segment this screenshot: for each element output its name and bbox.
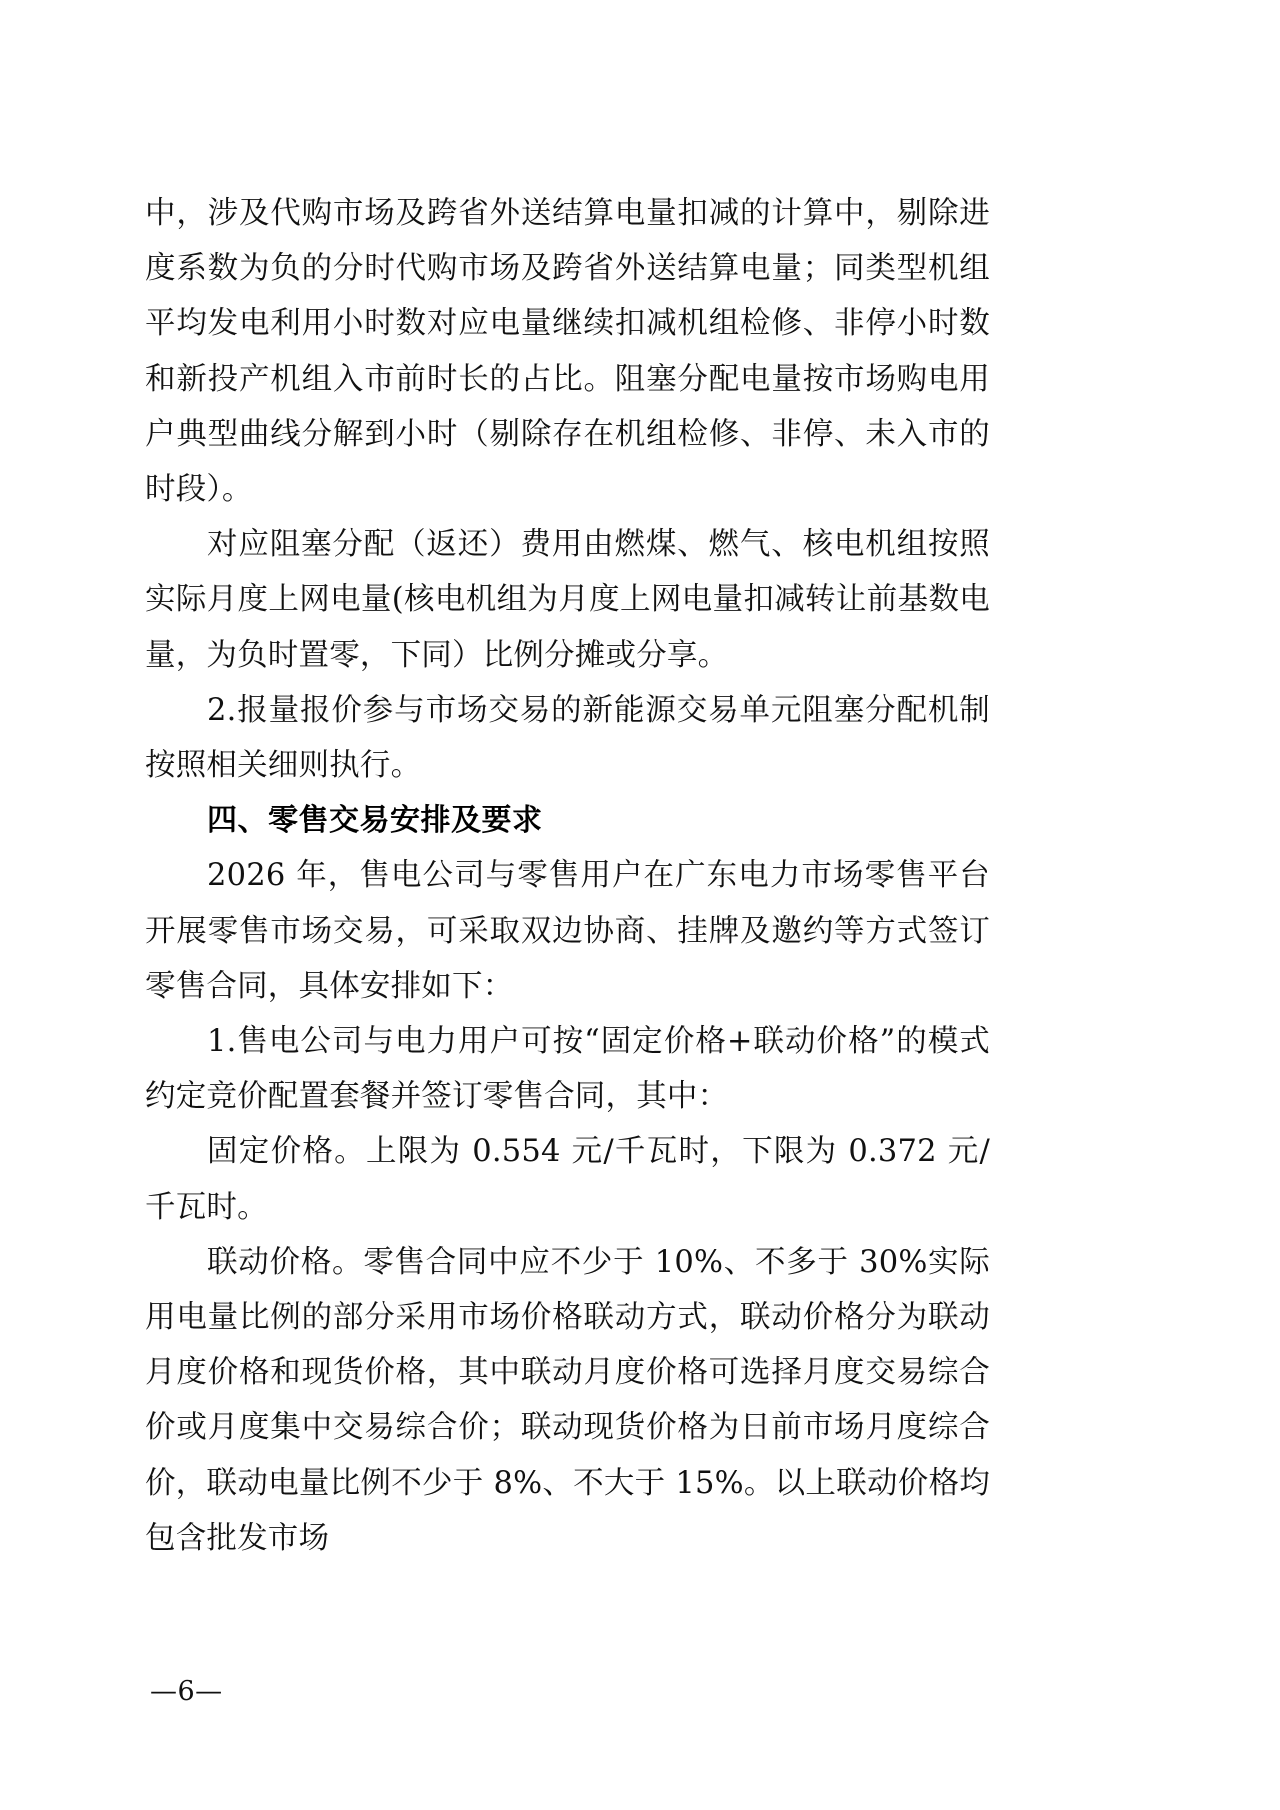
section-heading-retail-trading: 四、零售交易安排及要求 xyxy=(207,803,543,839)
paragraph-linkage-price: 联动价格。零售合同中应不少于 10%、不多于 30%实际用电量比例的部分采用市场价格联动方式，联动价格分为联动月度价格和现货价格，其中联动月度价格可选择月度交易综合价或月度集中交易综合价；联动现货价格为日前市场月度综合价，联动电量比例不少于 8%、不大于 15%。以上联动价格均包含批发市场 xyxy=(145,1244,990,1556)
paragraph-congestion-allocation-fee: 对应阻塞分配（返还）费用由燃煤、燃气、核电机组按照实际月度上网电量(核电机组为月度上网电量扣减转让前基数电量，为负时置零，下同）比例分摊或分享。 xyxy=(145,527,990,673)
page-number: —6— xyxy=(150,1676,223,1707)
document-text-body xyxy=(145,186,990,1566)
paragraph-item-2-new-energy: 2.报量报价参与市场交易的新能源交易单元阻塞分配机制按照相关细则执行。 xyxy=(145,692,990,784)
paragraph-continuation: 中，涉及代购市场及跨省外送结算电量扣减的计算中，剔除进度系数为负的分时代购市场及跨省外送结算电量；同类型机组平均发电利用小时数对应电量继续扣减机组检修、非停小时数和新投产机组入市前时长的占比。阻塞分配电量按市场购电用户典型曲线分解到小时（剔除存在机组检修、非停、未入市的时段）。 xyxy=(145,196,990,508)
paragraph-item-1-price-model: 1.售电公司与电力用户可按“固定价格+联动价格”的模式约定竞价配置套餐并签订零售合同，其中： xyxy=(145,1024,990,1115)
paragraph-retail-platform-2026: 2026 年，售电公司与零售用户在广东电力市场零售平台开展零售市场交易，可采取双边协商、挂牌及邀约等方式签订零售合同，具体安排如下： xyxy=(145,858,990,1004)
paragraph-fixed-price-limits: 固定价格。上限为 0.554 元/千瓦时，下限为 0.372 元/千瓦时。 xyxy=(145,1134,990,1225)
